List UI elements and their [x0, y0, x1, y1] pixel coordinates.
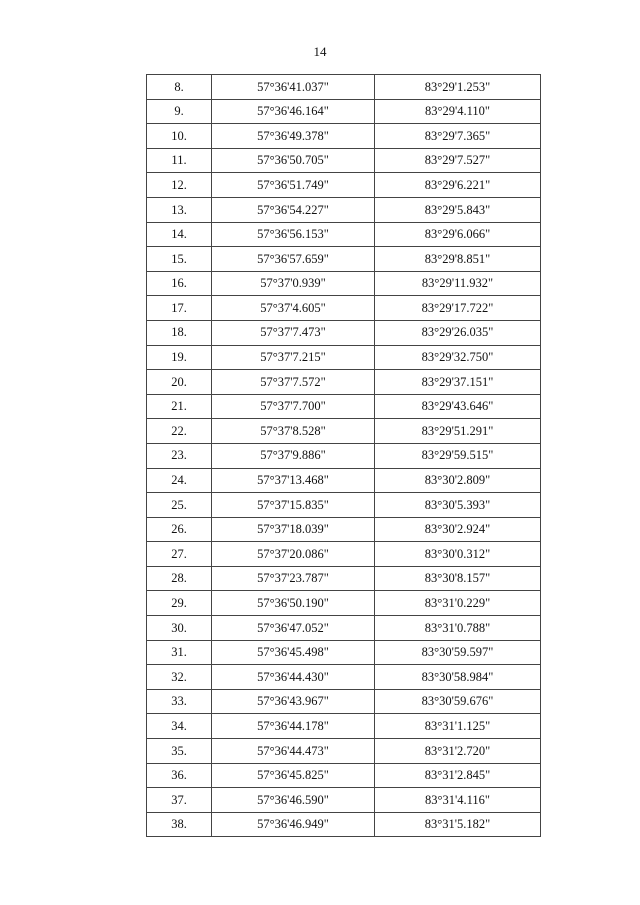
point-number-cell: 33. [147, 689, 212, 714]
latitude-cell: 57°37'20.086" [212, 542, 375, 567]
table-row [147, 99, 541, 124]
point-number-cell: 32. [147, 665, 212, 690]
table-row [147, 173, 541, 198]
latitude-cell: 57°37'13.468" [212, 468, 375, 493]
point-number-cell: 12. [147, 173, 212, 198]
page-number: 14 [313, 44, 327, 59]
table-row [147, 689, 541, 714]
point-number-cell: 30. [147, 616, 212, 641]
latitude-cell: 57°37'0.939" [212, 271, 375, 296]
table-row [147, 714, 541, 739]
longitude-cell: 83°29'59.515" [375, 443, 541, 468]
latitude-cell: 57°36'45.825" [212, 763, 375, 788]
longitude-cell: 83°31'4.116" [375, 788, 541, 813]
table-row [147, 517, 541, 542]
latitude-cell: 57°36'54.227" [212, 197, 375, 222]
longitude-cell: 83°31'2.720" [375, 739, 541, 764]
latitude-cell: 57°36'51.749" [212, 173, 375, 198]
latitude-cell: 57°36'44.473" [212, 739, 375, 764]
longitude-cell: 83°31'2.845" [375, 763, 541, 788]
point-number-cell: 37. [147, 788, 212, 813]
table-row [147, 443, 541, 468]
table-row [147, 665, 541, 690]
longitude-cell: 83°29'6.066" [375, 222, 541, 247]
table-row [147, 739, 541, 764]
table-row [147, 370, 541, 395]
longitude-cell: 83°30'2.809" [375, 468, 541, 493]
latitude-cell: 57°37'8.528" [212, 419, 375, 444]
point-number-cell: 38. [147, 812, 212, 837]
table-row [147, 616, 541, 641]
point-number-cell: 14. [147, 222, 212, 247]
longitude-cell: 83°29'11.932" [375, 271, 541, 296]
table-row [147, 419, 541, 444]
table-row [147, 566, 541, 591]
longitude-cell: 83°30'59.597" [375, 640, 541, 665]
table-row [147, 591, 541, 616]
latitude-cell: 57°37'18.039" [212, 517, 375, 542]
coordinates-table [146, 74, 541, 837]
latitude-cell: 57°36'44.178" [212, 714, 375, 739]
point-number-cell: 10. [147, 124, 212, 149]
point-number-cell: 26. [147, 517, 212, 542]
latitude-cell: 57°37'7.572" [212, 370, 375, 395]
longitude-cell: 83°29'4.110" [375, 99, 541, 124]
point-number-cell: 29. [147, 591, 212, 616]
table-row [147, 812, 541, 837]
longitude-cell: 83°31'0.229" [375, 591, 541, 616]
point-number-cell: 20. [147, 370, 212, 395]
longitude-cell: 83°29'5.843" [375, 197, 541, 222]
point-number-cell: 23. [147, 443, 212, 468]
longitude-cell: 83°31'5.182" [375, 812, 541, 837]
point-number-cell: 16. [147, 271, 212, 296]
point-number-cell: 13. [147, 197, 212, 222]
point-number-cell: 36. [147, 763, 212, 788]
latitude-cell: 57°37'7.700" [212, 394, 375, 419]
longitude-cell: 83°31'1.125" [375, 714, 541, 739]
longitude-cell: 83°29'7.365" [375, 124, 541, 149]
point-number-cell: 24. [147, 468, 212, 493]
latitude-cell: 57°36'46.590" [212, 788, 375, 813]
table-row [147, 763, 541, 788]
longitude-cell: 83°29'17.722" [375, 296, 541, 321]
longitude-cell: 83°30'8.157" [375, 566, 541, 591]
latitude-cell: 57°36'43.967" [212, 689, 375, 714]
table-row [147, 247, 541, 272]
latitude-cell: 57°37'7.473" [212, 320, 375, 345]
table-row [147, 345, 541, 370]
latitude-cell: 57°36'57.659" [212, 247, 375, 272]
point-number-cell: 27. [147, 542, 212, 567]
point-number-cell: 34. [147, 714, 212, 739]
point-number-cell: 22. [147, 419, 212, 444]
longitude-cell: 83°30'0.312" [375, 542, 541, 567]
latitude-cell: 57°37'4.605" [212, 296, 375, 321]
longitude-cell: 83°30'59.676" [375, 689, 541, 714]
latitude-cell: 57°37'23.787" [212, 566, 375, 591]
point-number-cell: 17. [147, 296, 212, 321]
latitude-cell: 57°36'46.164" [212, 99, 375, 124]
latitude-cell: 57°37'9.886" [212, 443, 375, 468]
longitude-cell: 83°29'26.035" [375, 320, 541, 345]
table-row [147, 394, 541, 419]
latitude-cell: 57°36'45.498" [212, 640, 375, 665]
point-number-cell: 11. [147, 148, 212, 173]
point-number-cell: 8. [147, 75, 212, 100]
longitude-cell: 83°29'32.750" [375, 345, 541, 370]
point-number-cell: 28. [147, 566, 212, 591]
latitude-cell: 57°37'15.835" [212, 493, 375, 518]
table-row [147, 493, 541, 518]
latitude-cell: 57°36'49.378" [212, 124, 375, 149]
point-number-cell: 9. [147, 99, 212, 124]
table-row [147, 788, 541, 813]
longitude-cell: 83°30'5.393" [375, 493, 541, 518]
point-number-cell: 15. [147, 247, 212, 272]
table-row [147, 640, 541, 665]
latitude-cell: 57°36'47.052" [212, 616, 375, 641]
longitude-cell: 83°29'51.291" [375, 419, 541, 444]
table-row [147, 468, 541, 493]
longitude-cell: 83°29'6.221" [375, 173, 541, 198]
table-row [147, 296, 541, 321]
table-row [147, 75, 541, 100]
point-number-cell: 18. [147, 320, 212, 345]
longitude-cell: 83°29'8.851" [375, 247, 541, 272]
longitude-cell: 83°29'43.646" [375, 394, 541, 419]
latitude-cell: 57°36'56.153" [212, 222, 375, 247]
point-number-cell: 31. [147, 640, 212, 665]
point-number-cell: 21. [147, 394, 212, 419]
coordinates-table-body [147, 75, 541, 837]
longitude-cell: 83°31'0.788" [375, 616, 541, 641]
table-row [147, 124, 541, 149]
table-row [147, 542, 541, 567]
latitude-cell: 57°36'44.430" [212, 665, 375, 690]
table-row [147, 148, 541, 173]
latitude-cell: 57°36'50.190" [212, 591, 375, 616]
latitude-cell: 57°36'41.037" [212, 75, 375, 100]
longitude-cell: 83°30'58.984" [375, 665, 541, 690]
table-row [147, 197, 541, 222]
longitude-cell: 83°29'7.527" [375, 148, 541, 173]
longitude-cell: 83°29'1.253" [375, 75, 541, 100]
latitude-cell: 57°37'7.215" [212, 345, 375, 370]
latitude-cell: 57°36'50.705" [212, 148, 375, 173]
longitude-cell: 83°29'37.151" [375, 370, 541, 395]
table-row [147, 222, 541, 247]
longitude-cell: 83°30'2.924" [375, 517, 541, 542]
point-number-cell: 19. [147, 345, 212, 370]
table-row [147, 271, 541, 296]
latitude-cell: 57°36'46.949" [212, 812, 375, 837]
point-number-cell: 25. [147, 493, 212, 518]
point-number-cell: 35. [147, 739, 212, 764]
table-row [147, 320, 541, 345]
